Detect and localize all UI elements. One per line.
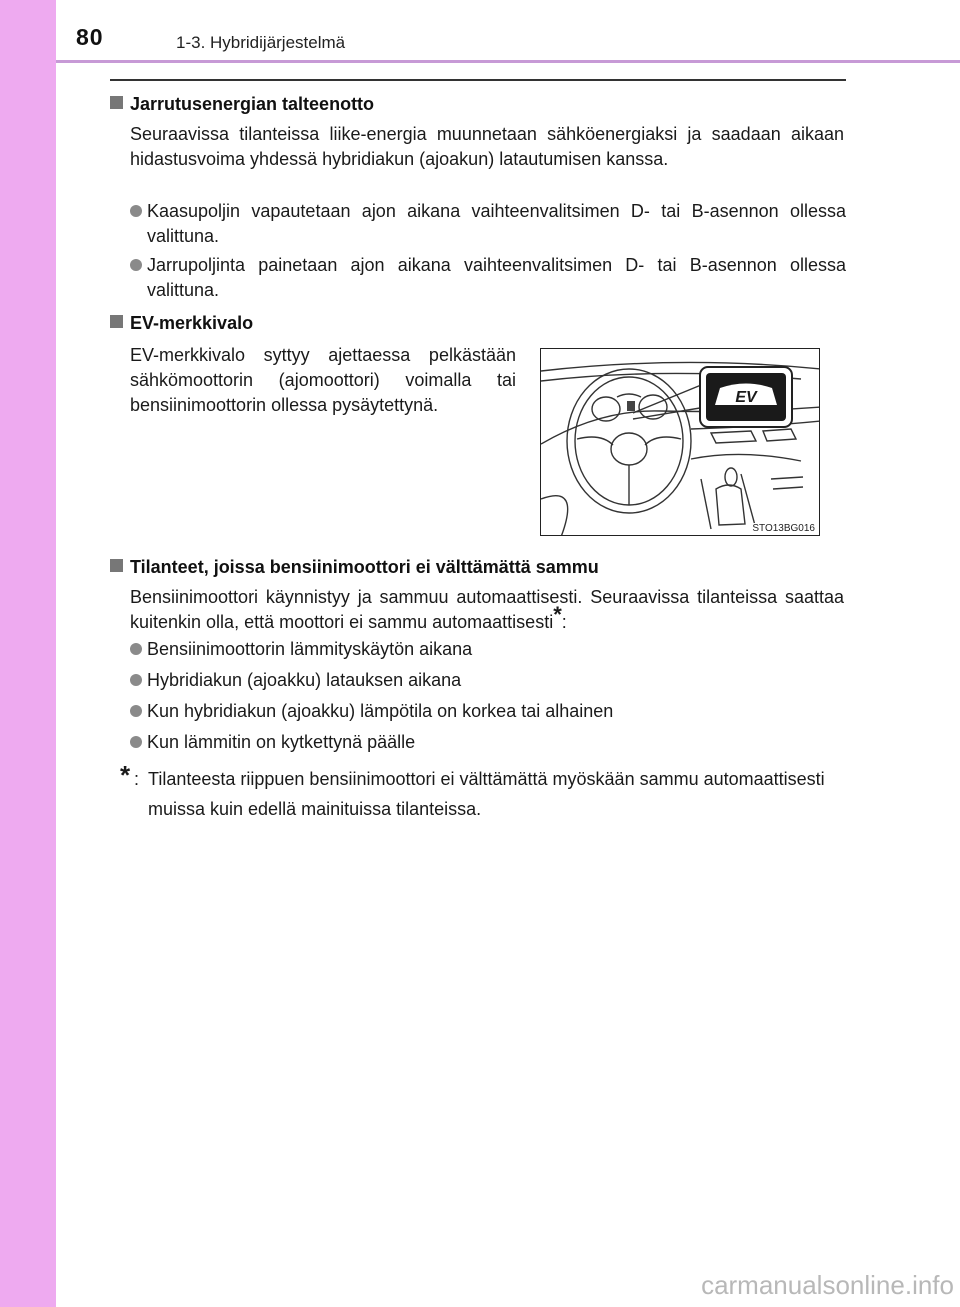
round-bullet-icon	[130, 674, 142, 686]
square-bullet-icon	[110, 315, 123, 328]
figure-code: STO13BG016	[752, 523, 815, 534]
round-bullet-icon	[130, 259, 142, 271]
watermark: carmanualsonline.info	[701, 1270, 954, 1300]
list-item: Kun hybridiakun (ajoakku) lämpötila on korkea tai alhainen	[130, 699, 846, 724]
engine-intro: Bensiinimoottori käynnistyy ja sammuu automaattisesti. Seuraavissa tilanteissa saattaa kuitenkin olla, että moottori ei sammu automaattisesti*:	[130, 587, 844, 632]
top-rule	[110, 79, 846, 81]
side-color-strip	[0, 0, 56, 1307]
dashboard-drawing	[541, 349, 820, 536]
section-heading-engine: Tilanteet, joissa bensiinimoottori ei välttämättä sammu	[110, 557, 599, 578]
regen-intro: Seuraavissa tilanteissa liike-energia muunnetaan sähköenergiaksi ja saadaan aikaan hidastusvoima yhdessä hybridiakun (ajoakun) latautumisen kanssa.	[130, 124, 844, 169]
footnote-colon: :	[134, 769, 140, 789]
section-heading-regen: Jarrutusenergian talteenotto	[110, 94, 374, 115]
page-number: 80	[76, 24, 104, 50]
section-heading-ev: EV-merkkivalo	[110, 313, 253, 334]
dashboard-illustration	[540, 348, 820, 536]
asterisk-marker: *	[553, 602, 562, 627]
list-item: Hybridiakun (ajoakku) latauksen aikana	[130, 668, 846, 693]
round-bullet-icon	[130, 643, 142, 655]
list-item: Bensiinimoottorin lämmityskäytön aikana	[130, 637, 846, 662]
round-bullet-icon	[130, 736, 142, 748]
header-divider	[56, 60, 960, 63]
ev-indicator-label: EV	[735, 389, 757, 406]
round-bullet-icon	[130, 705, 142, 717]
square-bullet-icon	[110, 96, 123, 109]
list-item: Kaasupoljin vapautetaan ajon aikana vaihteenvalitsimen D- tai B-asennon ollessa valittuna.	[130, 199, 846, 249]
list-item: Kun lämmitin on kytkettynä päälle	[130, 730, 846, 755]
list-item: Jarrupoljinta painetaan ajon aikana vaihteenvalitsimen D- tai B-asennon ollessa valittuna.	[130, 253, 846, 303]
footnote	[120, 760, 846, 824]
footnote-text: Tilanteesta riippuen bensiinimoottori ei välttämättä myöskään sammu automaattisesti muissa kuin edellä mainituissa tilanteissa.	[148, 769, 825, 819]
square-bullet-icon	[110, 559, 123, 572]
chapter-title: 1-3. Hybridijärjestelmä	[176, 33, 346, 52]
ev-description: EV-merkkivalo syttyy ajettaessa pelkästään sähkömoottorin (ajomoottori) voimalla tai bensiinimoottorin ollessa pysäytettynä.	[130, 345, 516, 415]
round-bullet-icon	[130, 205, 142, 217]
footnote-asterisk: *	[120, 760, 131, 790]
